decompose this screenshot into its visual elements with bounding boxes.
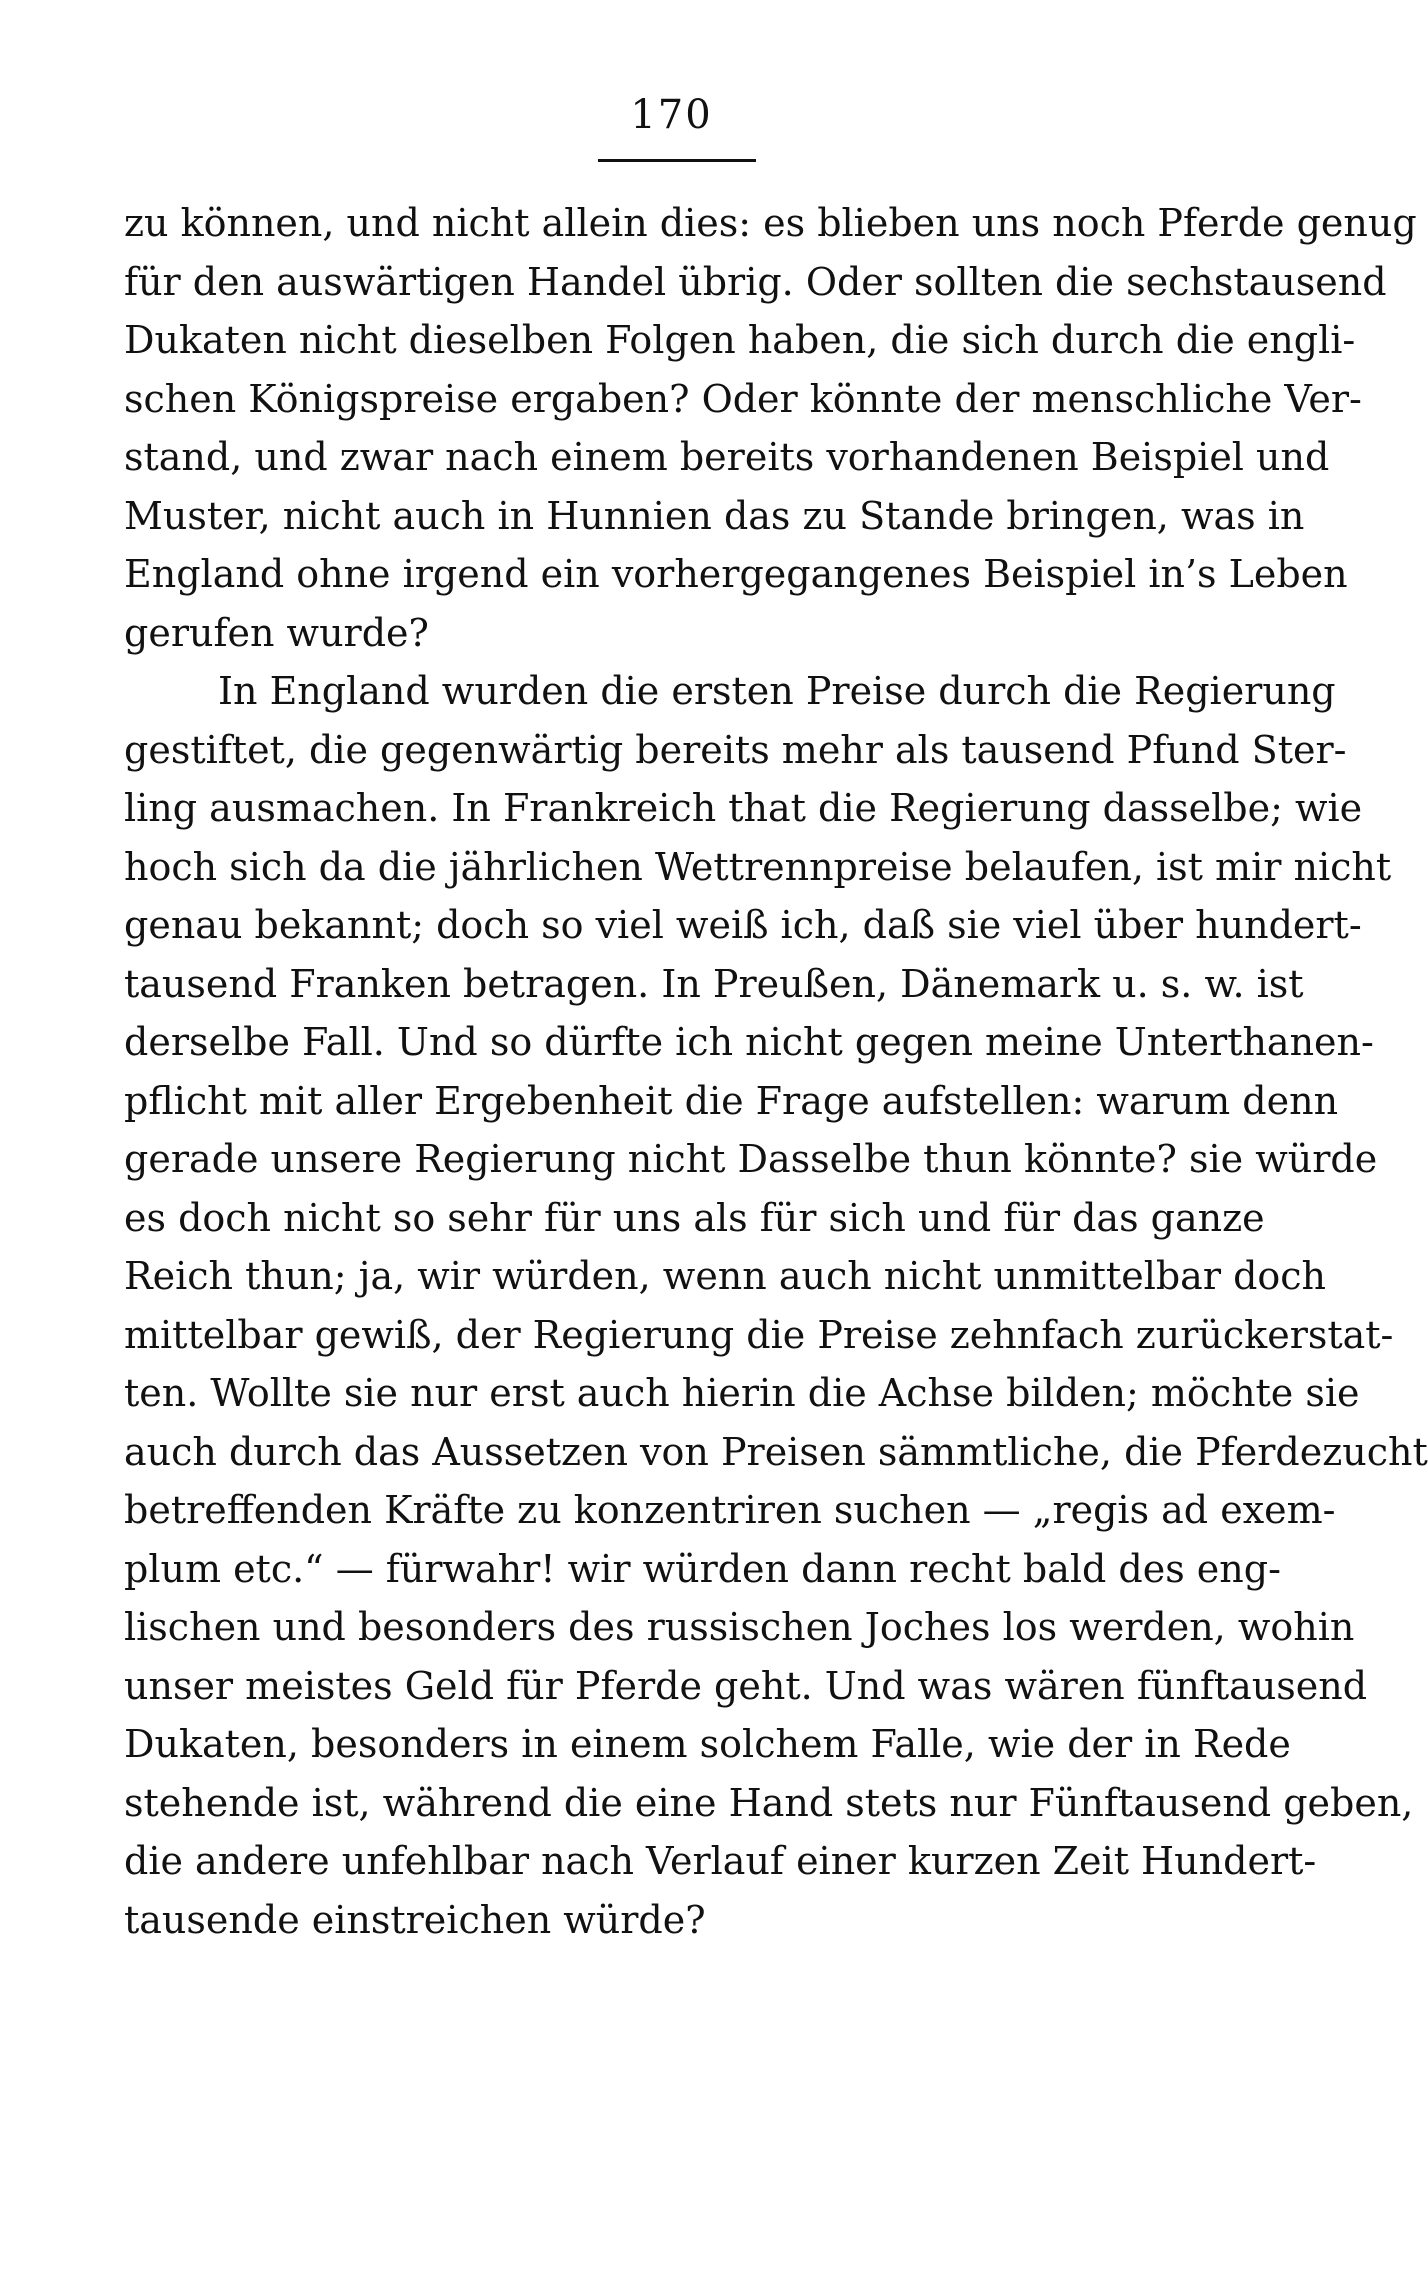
text-line: stehende ist, während die eine Hand stets nur Fünftausend geben, xyxy=(124,1780,1414,1825)
text-line: zu können, und nicht allein dies: es blieben uns noch Pferde genug xyxy=(124,201,1417,245)
text-line: Dukaten, besonders in einem solchem Falle, wie der in Rede xyxy=(124,1722,1291,1766)
text-line: ling ausmachen. In Frankreich that die Regierung dasselbe; wie xyxy=(124,786,1363,830)
text-line: hoch sich da die jährlichen Wettrennpreise belaufen, ist mir nicht xyxy=(124,844,1392,889)
text-line: mittelbar gewiß, der Regierung die Preise zehnfach zurückerstat- xyxy=(124,1312,1394,1357)
text-line: gestiftet, die gegenwärtig bereits mehr als tausend Pfund Ster- xyxy=(124,727,1347,772)
text-line: derselbe Fall. Und so dürfte ich nicht gegen meine Unterthanen- xyxy=(124,1020,1374,1064)
text-line: pflicht mit aller Ergebenheit die Frage aufstellen: warum denn xyxy=(124,1078,1339,1123)
text-line: ten. Wollte sie nur erst auch hierin die Achse bilden; möchte sie xyxy=(124,1371,1360,1415)
text-line: plum etc.“ — fürwahr! wir würden dann recht bald des eng- xyxy=(124,1546,1281,1591)
text-line: schen Königspreise ergaben? Oder könnte der menschliche Ver- xyxy=(124,376,1362,421)
text-line: für den auswärtigen Handel übrig. Oder sollten die sechstausend xyxy=(124,259,1387,304)
text-line: Reich thun; ja, wir würden, wenn auch nicht unmittelbar doch xyxy=(124,1254,1327,1298)
body-text xyxy=(124,194,1428,1949)
text-line: England ohne irgend ein vorhergegangenes Beispiel in’s Leben xyxy=(124,552,1348,596)
text-line: gerufen wurde? xyxy=(124,610,429,655)
text-line: Dukaten nicht dieselben Folgen haben, die sich durch die engli- xyxy=(124,318,1356,362)
text-line: die andere unfehlbar nach Verlauf einer kurzen Zeit Hundert- xyxy=(124,1839,1317,1883)
text-line: In England wurden die ersten Preise durch die Regierung xyxy=(218,669,1336,713)
text-line: stand, und zwar nach einem bereits vorhandenen Beispiel und xyxy=(124,435,1330,479)
text-line: genau bekannt; doch so viel weiß ich, daß sie viel über hundert- xyxy=(124,903,1362,947)
text-line: lischen und besonders des russischen Joches los werden, wohin xyxy=(124,1605,1355,1649)
text-line: unser meistes Geld für Pferde geht. Und was wären fünftausend xyxy=(124,1663,1368,1708)
text-line: es doch nicht so sehr für uns als für sich und für das ganze xyxy=(124,1195,1265,1240)
text-line: Muster, nicht auch in Hunnien das zu Stande bringen, was in xyxy=(124,493,1305,538)
text-line: tausend Franken betragen. In Preußen, Dänemark u. s. w. ist xyxy=(124,961,1304,1006)
page-number: 170 xyxy=(630,92,713,138)
text-line: auch durch das Aussetzen von Preisen sämmtliche, die Pferdezucht xyxy=(124,1429,1428,1474)
text-line: tausende einstreichen würde? xyxy=(124,1897,706,1942)
text-line: betreffenden Kräfte zu konzentriren suchen — „regis ad exem- xyxy=(124,1488,1336,1532)
header-rule xyxy=(598,159,756,162)
text-line: gerade unsere Regierung nicht Dasselbe thun könnte? sie würde xyxy=(124,1137,1378,1181)
